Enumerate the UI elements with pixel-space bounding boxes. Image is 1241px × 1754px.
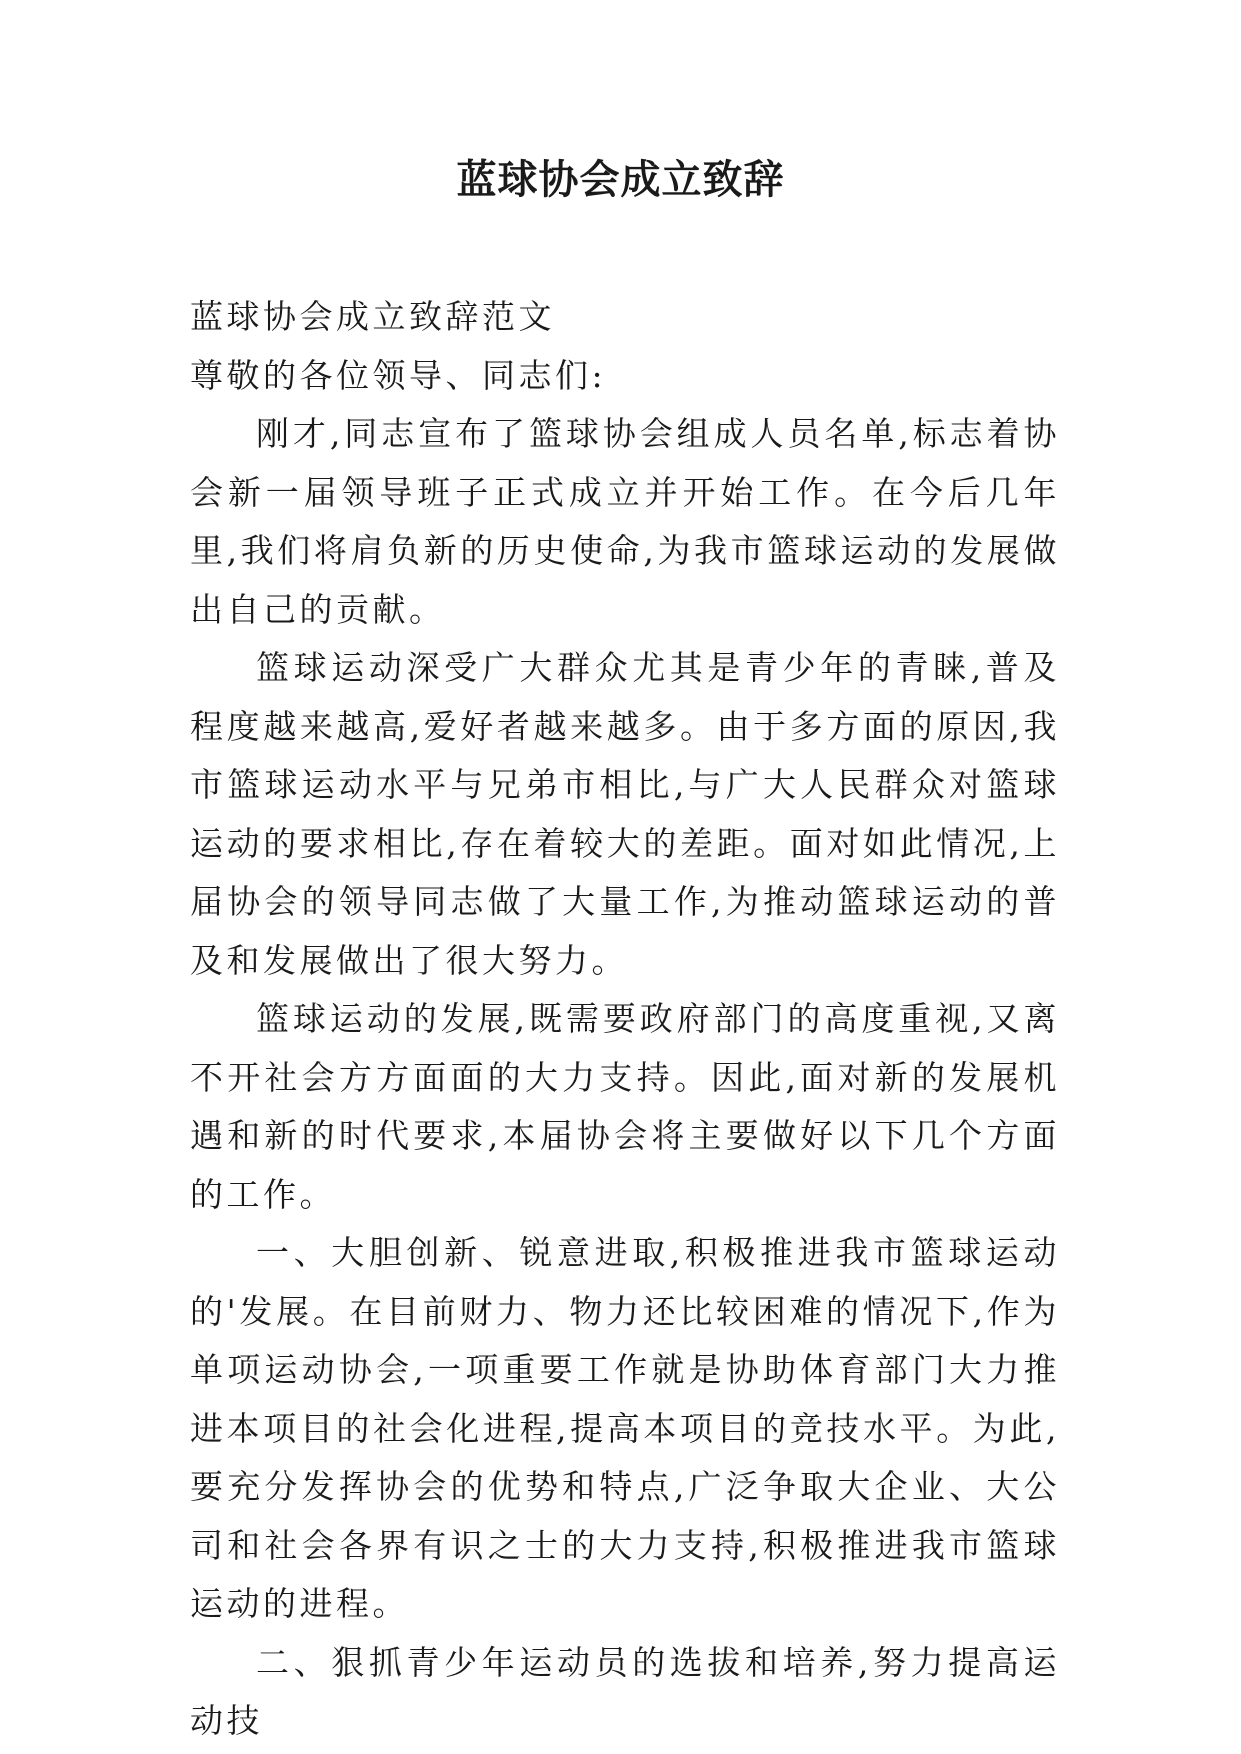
paragraph-3: 篮球运动的发展,既需要政府部门的高度重视,又离不开社会方方面面的大力支持。因此,面对新的发展机遇和新的时代要求,本届协会将主要做好以下几个方面的工作。 — [190, 999, 1060, 1214]
document-body — [190, 288, 1060, 1751]
paragraph-4: 一、大胆创新、锐意进取,积极推进我市篮球运动的'发展。在目前财力、物力还比较困难的情况下,作为单项运动协会,一项重要工作就是协助体育部门大力推进本项目的社会化进程,提高本项目的竞技水平。为此,要充分发挥协会的优势和特点,广泛争取大企业、大公司和社会各界有识之士的大力支持,积极推进我市篮球运动的进程。 — [190, 1233, 1060, 1623]
paragraph-2: 篮球运动深受广大群众尤其是青少年的青睐,普及程度越来越高,爱好者越来越多。由于多方面的原因,我市篮球运动水平与兄弟市相比,与广大人民群众对篮球运动的要求相比,存在着较大的差距。面对如此情况,上届协会的领导同志做了大量工作,为推动篮球运动的普及和发展做出了很大努力。 — [190, 648, 1060, 980]
document-subtitle: 蓝球协会成立致辞范文 — [190, 297, 555, 336]
salutation: 尊敬的各位领导、同志们: — [190, 355, 607, 395]
document-title: 蓝球协会成立致辞 — [456, 156, 785, 203]
paragraph-5: 二、狠抓青少年运动员的选拔和培养,努力提高运动技 — [190, 1642, 1060, 1740]
paragraph-1: 刚才,同志宣布了篮球协会组成人员名单,标志着协会新一届领导班子正式成立并开始工作。在今后几年里,我们将肩负新的历史使命,为我市篮球运动的发展做出自己的贡献。 — [190, 414, 1060, 629]
